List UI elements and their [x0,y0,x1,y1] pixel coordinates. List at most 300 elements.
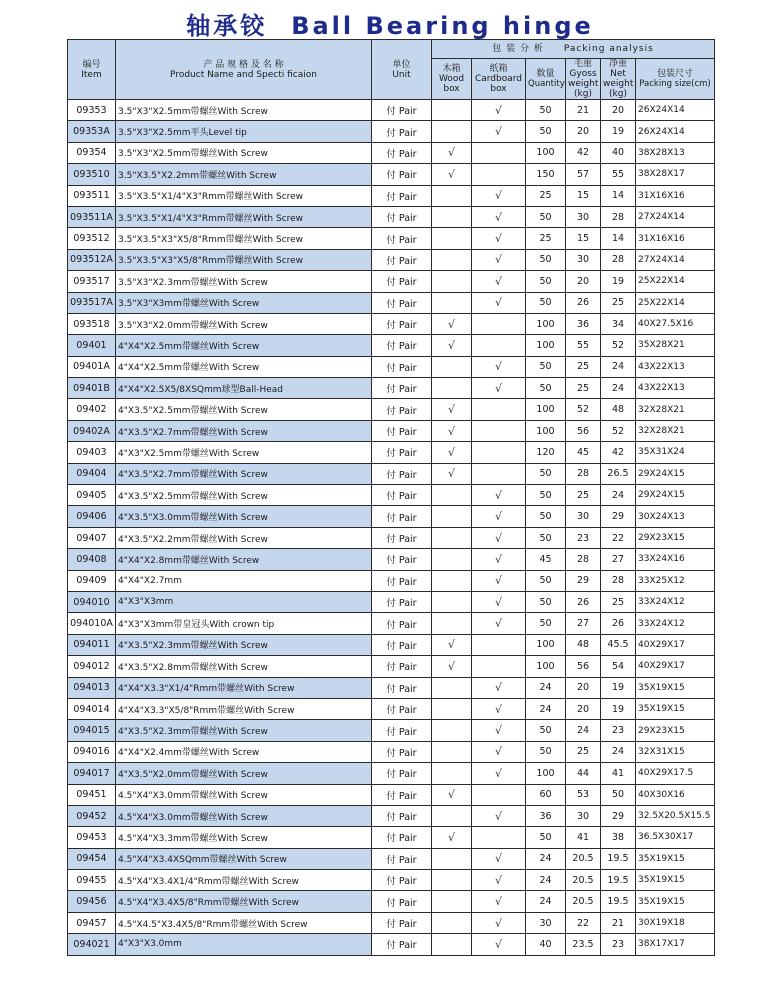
wood-box-check: √ [432,634,472,655]
packing-size-cell: 40X27.5X16 [636,313,715,334]
gross-weight-cell: 44 [566,763,601,784]
net-weight-cell: 42 [601,442,636,463]
net-weight-cell: 14 [601,185,636,206]
header-size-zh: 包装尺寸 [657,69,694,79]
gross-weight-cell: 23.5 [566,934,601,955]
packing-size-cell: 29X23X15 [636,527,715,548]
gross-weight-cell: 42 [566,142,601,163]
cardboard-box-check: √ [472,100,526,121]
quantity-cell: 24 [526,870,566,891]
item-cell: 09454 [68,848,116,869]
unit-cell: 付 Pair [372,613,432,634]
product-name-cell: 3.5"X3"X2.3mm带螺丝With Screw [116,271,372,292]
unit-cell: 付 Pair [372,185,432,206]
gross-weight-cell: 30 [566,249,601,270]
item-cell: 093517A [68,292,116,313]
net-weight-cell: 48 [601,399,636,420]
wood-box-check: √ [432,142,472,163]
unit-cell: 付 Pair [372,549,432,570]
cardboard-box-check [472,164,526,185]
net-weight-cell: 20 [601,100,636,121]
packing-size-cell: 43X22X13 [636,356,715,377]
item-cell: 09456 [68,891,116,912]
header-pack-en: Packing analysis [563,44,654,54]
cardboard-box-check [472,313,526,334]
quantity-cell: 100 [526,656,566,677]
packing-size-cell: 32.5X20.5X15.5 [636,805,715,826]
wood-box-check: √ [432,442,472,463]
unit-cell: 付 Pair [372,741,432,762]
packing-size-cell: 33X24X12 [636,613,715,634]
cardboard-box-check: √ [472,763,526,784]
product-name-cell: 4"X3.5"X2.8mm带螺丝With Screw [116,656,372,677]
header-unit [372,40,432,100]
net-weight-cell: 14 [601,228,636,249]
header-net-en2: weight [603,79,634,89]
item-cell: 093510 [68,164,116,185]
table-row [68,827,715,848]
item-cell: 09401 [68,335,116,356]
unit-cell: 付 Pair [372,527,432,548]
unit-cell: 付 Pair [372,934,432,955]
gross-weight-cell: 25 [566,485,601,506]
header-name [116,40,372,100]
table-row [68,784,715,805]
item-cell: 093511 [68,185,116,206]
unit-cell: 付 Pair [372,399,432,420]
table-row [68,805,715,826]
table-row [68,570,715,591]
table-header [68,40,715,100]
product-name-cell: 3.5"X3"X2.5mm平头Level tip [116,121,372,142]
item-cell: 09453 [68,827,116,848]
wood-box-check [432,934,472,955]
quantity-cell: 50 [526,506,566,527]
quantity-cell: 45 [526,549,566,570]
net-weight-cell: 19 [601,677,636,698]
cardboard-box-check: √ [472,527,526,548]
unit-cell: 付 Pair [372,292,432,313]
cardboard-box-check: √ [472,805,526,826]
quantity-cell: 100 [526,313,566,334]
cardboard-box-check: √ [472,271,526,292]
gross-weight-cell: 53 [566,784,601,805]
header-size [636,59,715,100]
packing-size-cell: 35X19X15 [636,891,715,912]
quantity-cell: 100 [526,335,566,356]
cardboard-box-check: √ [472,485,526,506]
header-wood-en1: Wood [438,74,465,84]
item-cell: 093512 [68,228,116,249]
product-name-cell: 4.5"X4"X3.4X1/4"Rmm带螺丝With Screw [116,870,372,891]
gross-weight-cell: 55 [566,335,601,356]
unit-cell: 付 Pair [372,570,432,591]
product-name-cell: 4.5"X4"X3.4X5/8"Rmm带螺丝With Screw [116,891,372,912]
quantity-cell: 50 [526,100,566,121]
net-weight-cell: 24 [601,741,636,762]
item-cell: 09401A [68,356,116,377]
header-card-zh: 纸箱 [489,64,508,74]
table-row [68,142,715,163]
table-row [68,527,715,548]
net-weight-cell: 29 [601,506,636,527]
packing-size-cell: 32X31X15 [636,741,715,762]
item-cell: 09402 [68,399,116,420]
gross-weight-cell: 24 [566,720,601,741]
item-cell: 094016 [68,741,116,762]
wood-box-check: √ [432,335,472,356]
header-gross [566,59,601,100]
product-name-cell: 3.5"X3.5"X2.2mm带螺丝With Screw [116,164,372,185]
quantity-cell: 50 [526,527,566,548]
cardboard-box-check: √ [472,292,526,313]
table-row [68,485,715,506]
gross-weight-cell: 25 [566,356,601,377]
wood-box-check [432,121,472,142]
item-cell: 094015 [68,720,116,741]
net-weight-cell: 24 [601,378,636,399]
net-weight-cell: 26.5 [601,463,636,484]
unit-cell: 付 Pair [372,142,432,163]
wood-box-check [432,912,472,933]
item-cell: 09408 [68,549,116,570]
wood-box-check [432,271,472,292]
product-name-cell: 4"X4"X2.5X5/8XSQmm球型Ball-Head [116,378,372,399]
product-name-cell: 4.5"X4.5"X3.4X5/8"Rmm带螺丝With Screw [116,912,372,933]
table-row [68,741,715,762]
net-weight-cell: 27 [601,549,636,570]
unit-cell: 付 Pair [372,121,432,142]
header-card-en2: box [490,84,507,94]
item-cell: 09401B [68,378,116,399]
net-weight-cell: 19 [601,271,636,292]
gross-weight-cell: 52 [566,399,601,420]
wood-box-check [432,720,472,741]
cardboard-box-check: √ [472,591,526,612]
unit-cell: 付 Pair [372,164,432,185]
product-table [67,39,715,956]
cardboard-box-check: √ [472,613,526,634]
cardboard-box-check [472,784,526,805]
net-weight-cell: 38 [601,827,636,848]
packing-size-cell: 29X23X15 [636,720,715,741]
header-unit-en: Unit [392,69,411,80]
quantity-cell: 50 [526,570,566,591]
unit-cell: 付 Pair [372,634,432,655]
table-row [68,763,715,784]
unit-cell: 付 Pair [372,763,432,784]
quantity-cell: 24 [526,698,566,719]
unit-cell: 付 Pair [372,420,432,441]
net-weight-cell: 41 [601,763,636,784]
product-name-cell: 4"X3"X3mm带皇冠头With crown tip [116,613,372,634]
header-item-en: Item [81,69,102,80]
table-row [68,249,715,270]
table-row [68,848,715,869]
item-cell: 094013 [68,677,116,698]
wood-box-check [432,549,472,570]
wood-box-check [432,228,472,249]
quantity-cell: 24 [526,891,566,912]
table-row [68,613,715,634]
table-row [68,228,715,249]
item-cell: 093518 [68,313,116,334]
header-name-zh: 产 品 规 格 及 名 称 [203,59,284,70]
packing-size-cell: 38X28X13 [636,142,715,163]
header-card-en1: Cardboard [474,74,523,84]
header-packing [432,40,715,59]
table-row [68,206,715,227]
wood-box-check: √ [432,827,472,848]
table-row [68,634,715,655]
packing-size-cell: 40X29X17.5 [636,763,715,784]
cardboard-box-check: √ [472,378,526,399]
table-row [68,891,715,912]
cardboard-box-check [472,142,526,163]
product-name-cell: 3.5"X3"X2.5mm带螺丝With Screw [116,100,372,121]
packing-size-cell: 30X24X13 [636,506,715,527]
cardboard-box-check: √ [472,356,526,377]
header-qty-zh: 数量 [536,69,555,79]
gross-weight-cell: 15 [566,228,601,249]
table-row [68,506,715,527]
quantity-cell: 100 [526,399,566,420]
packing-size-cell: 25X22X14 [636,271,715,292]
net-weight-cell: 28 [601,570,636,591]
product-name-cell: 3.5"X3.5"X1/4"X3"Rmm带螺丝With Screw [116,185,372,206]
wood-box-check [432,378,472,399]
net-weight-cell: 25 [601,591,636,612]
quantity-cell: 50 [526,720,566,741]
item-cell: 09451 [68,784,116,805]
header-name-en: Product Name and Specti ficaion [170,69,317,80]
gross-weight-cell: 56 [566,420,601,441]
gross-weight-cell: 22 [566,912,601,933]
header-pack-zh: 包 装 分 析 [492,44,544,54]
quantity-cell: 120 [526,442,566,463]
unit-cell: 付 Pair [372,249,432,270]
item-cell: 093511A [68,206,116,227]
cardboard-box-check [472,420,526,441]
item-cell: 09403 [68,442,116,463]
quantity-cell: 25 [526,228,566,249]
header-qty-en: Quantity [528,79,565,89]
item-cell: 09404 [68,463,116,484]
cardboard-box-check: √ [472,848,526,869]
product-name-cell: 4.5"X4"X3.0mm带螺丝With Screw [116,784,372,805]
wood-box-check: √ [432,313,472,334]
packing-size-cell: 27X24X14 [636,249,715,270]
table-row [68,164,715,185]
packing-size-cell: 29X24X15 [636,485,715,506]
packing-size-cell: 32X28X21 [636,399,715,420]
header-net-en3: (kg) [609,89,627,99]
quantity-cell: 50 [526,356,566,377]
cardboard-box-check: √ [472,677,526,698]
unit-cell: 付 Pair [372,313,432,334]
item-cell: 09406 [68,506,116,527]
item-cell: 094010A [68,613,116,634]
quantity-cell: 50 [526,249,566,270]
wood-box-check [432,848,472,869]
quantity-cell: 50 [526,613,566,634]
packing-size-cell: 38X28X17 [636,164,715,185]
net-weight-cell: 24 [601,356,636,377]
table-row [68,185,715,206]
product-name-cell: 4"X4"X2.5mm带螺丝With Screw [116,335,372,356]
gross-weight-cell: 20.5 [566,891,601,912]
unit-cell: 付 Pair [372,463,432,484]
cardboard-box-check: √ [472,506,526,527]
wood-box-check [432,763,472,784]
packing-size-cell: 33X24X16 [636,549,715,570]
unit-cell: 付 Pair [372,356,432,377]
table-row [68,100,715,121]
cardboard-box-check: √ [472,185,526,206]
wood-box-check: √ [432,164,472,185]
net-weight-cell: 50 [601,784,636,805]
packing-size-cell: 35X31X24 [636,442,715,463]
gross-weight-cell: 36 [566,313,601,334]
wood-box-check [432,527,472,548]
table-row [68,378,715,399]
packing-size-cell: 38X17X17 [636,934,715,955]
cardboard-box-check [472,335,526,356]
item-cell: 094011 [68,634,116,655]
header-gross-en3: (kg) [574,89,592,99]
header-net [601,59,636,100]
quantity-cell: 50 [526,463,566,484]
header-size-en: Packing size(cm) [639,79,711,89]
cardboard-box-check: √ [472,934,526,955]
gross-weight-cell: 20 [566,698,601,719]
item-cell: 094021 [68,934,116,955]
gross-weight-cell: 28 [566,463,601,484]
quantity-cell: 25 [526,185,566,206]
net-weight-cell: 19.5 [601,891,636,912]
unit-cell: 付 Pair [372,206,432,227]
packing-size-cell: 31X16X16 [636,185,715,206]
net-weight-cell: 52 [601,335,636,356]
quantity-cell: 150 [526,164,566,185]
product-name-cell: 4.5"X4"X3.3mm带螺丝With Screw [116,827,372,848]
item-cell: 09409 [68,570,116,591]
quantity-cell: 50 [526,292,566,313]
quantity-cell: 50 [526,271,566,292]
product-name-cell: 3.5"X3.5"X1/4"X3"Rmm带螺丝With Screw [116,206,372,227]
net-weight-cell: 52 [601,420,636,441]
cardboard-box-check: √ [472,870,526,891]
packing-size-cell: 43X22X13 [636,378,715,399]
unit-cell: 付 Pair [372,870,432,891]
gross-weight-cell: 27 [566,613,601,634]
wood-box-check [432,805,472,826]
wood-box-check [432,570,472,591]
wood-box-check: √ [432,784,472,805]
table-row [68,591,715,612]
cardboard-box-check: √ [472,698,526,719]
quantity-cell: 100 [526,420,566,441]
gross-weight-cell: 25 [566,378,601,399]
packing-size-cell: 30X19X18 [636,912,715,933]
packing-size-cell: 33X25X12 [636,570,715,591]
table-row [68,656,715,677]
packing-size-cell: 35X19X15 [636,870,715,891]
cardboard-box-check: √ [472,891,526,912]
gross-weight-cell: 48 [566,634,601,655]
header-wood-zh: 木箱 [442,64,461,74]
gross-weight-cell: 20 [566,677,601,698]
item-cell: 09455 [68,870,116,891]
net-weight-cell: 28 [601,206,636,227]
header-net-zh: 净重 [608,59,627,69]
table-row [68,313,715,334]
gross-weight-cell: 26 [566,591,601,612]
cardboard-box-check: √ [472,912,526,933]
item-cell: 094014 [68,698,116,719]
item-cell: 09353A [68,121,116,142]
unit-cell: 付 Pair [372,698,432,719]
gross-weight-cell: 25 [566,741,601,762]
wood-box-check [432,613,472,634]
gross-weight-cell: 57 [566,164,601,185]
table-row [68,912,715,933]
product-name-cell: 4"X3.5"X2.5mm带螺丝With Screw [116,485,372,506]
gross-weight-cell: 26 [566,292,601,313]
product-name-cell: 4"X4"X2.7mm [116,570,372,591]
product-name-cell: 4"X4"X3.3"X5/8"Rmm带螺丝With Screw [116,698,372,719]
quantity-cell: 36 [526,805,566,826]
quantity-cell: 100 [526,763,566,784]
product-name-cell: 4"X4"X2.5mm带螺丝With Screw [116,356,372,377]
header-quantity [526,59,566,100]
cardboard-box-check: √ [472,720,526,741]
product-name-cell: 4"X3.5"X3.0mm带螺丝With Screw [116,506,372,527]
gross-weight-cell: 20.5 [566,870,601,891]
product-name-cell: 4.5"X4"X3.0mm带螺丝With Screw [116,805,372,826]
table-row [68,121,715,142]
gross-weight-cell: 29 [566,570,601,591]
quantity-cell: 50 [526,378,566,399]
quantity-cell: 50 [526,741,566,762]
packing-size-cell: 31X16X16 [636,228,715,249]
net-weight-cell: 45.5 [601,634,636,655]
packing-size-cell: 35X28X21 [636,335,715,356]
wood-box-check: √ [432,463,472,484]
page-title [0,6,780,41]
gross-weight-cell: 21 [566,100,601,121]
wood-box-check: √ [432,399,472,420]
net-weight-cell: 22 [601,527,636,548]
quantity-cell: 50 [526,591,566,612]
product-name-cell: 4"X3"X3mm [116,591,372,612]
quantity-cell: 50 [526,206,566,227]
product-name-cell: 4"X3"X3.0mm [116,934,372,955]
packing-size-cell: 40X29X17 [636,634,715,655]
wood-box-check [432,485,472,506]
wood-box-check [432,891,472,912]
net-weight-cell: 54 [601,656,636,677]
unit-cell: 付 Pair [372,656,432,677]
wood-box-check [432,356,472,377]
quantity-cell: 100 [526,142,566,163]
product-name-cell: 4"X4"X2.8mm带螺丝With Screw [116,549,372,570]
gross-weight-cell: 41 [566,827,601,848]
table-row [68,698,715,719]
net-weight-cell: 19 [601,121,636,142]
product-name-cell: 4"X3.5"X2.3mm带螺丝With Screw [116,720,372,741]
item-cell: 09354 [68,142,116,163]
